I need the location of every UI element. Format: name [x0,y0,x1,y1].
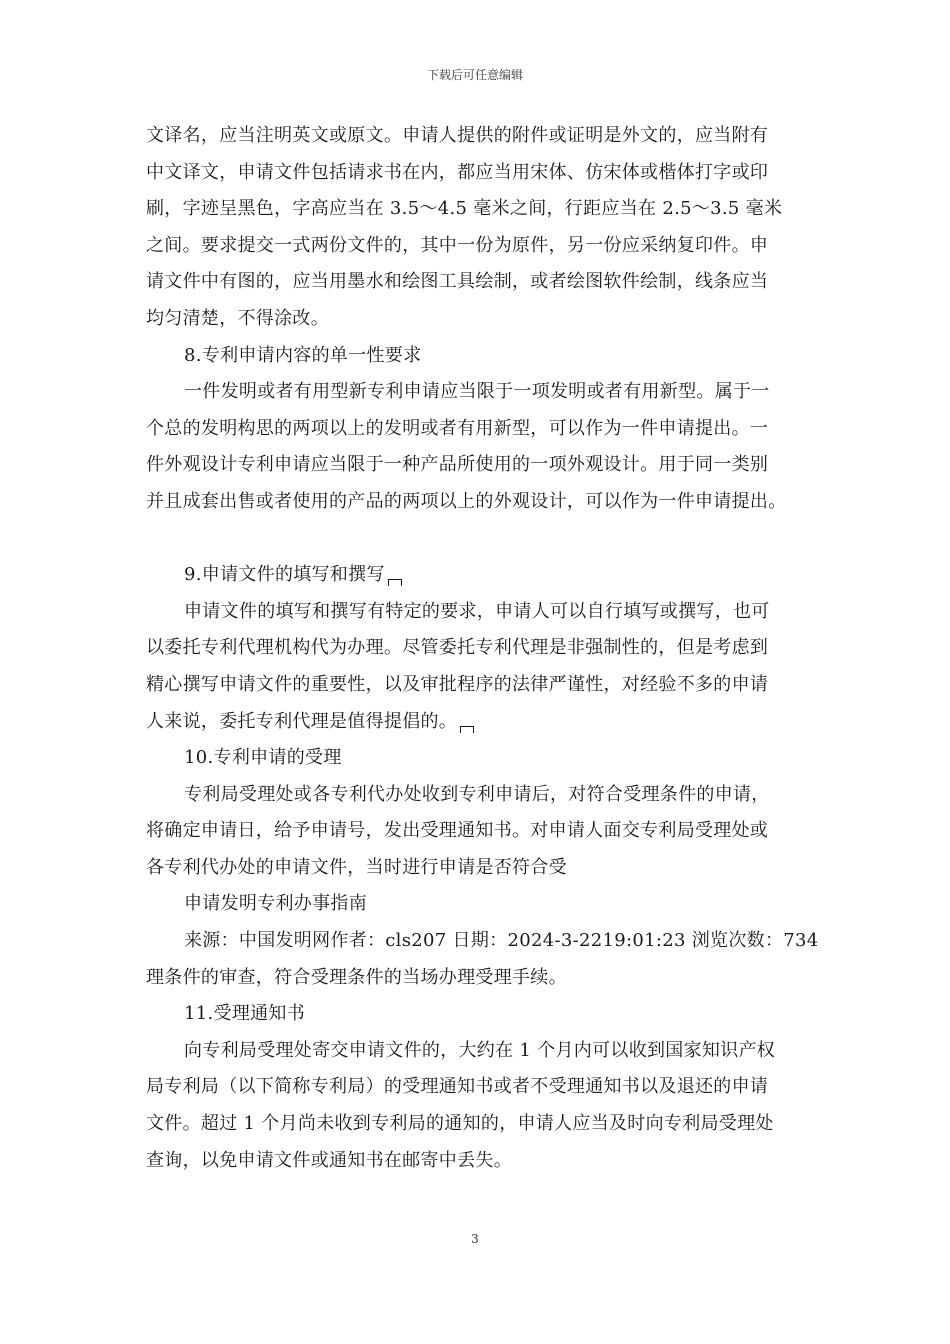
paragraph-line: 向专利局受理处寄交申请文件的，大约在 1 个月内可以收到国家知识产权 [184,1039,776,1061]
blank-line [146,521,812,558]
section-heading-11: 11.受理通知书 [184,1003,306,1025]
paragraph-line: 之间。要求提交一式两份文件的，其中一份为原件，另一份应采纳复印件。申 [146,234,769,256]
paragraph-line: 局专利局（以下简称专利局）的受理通知书或者不受理通知书以及退还的申请 [146,1076,769,1098]
paragraph-line: 将确定申请日，给予申请号，发出受理通知书。对申请人面交专利局受理处或 [146,820,769,842]
paragraph-line: 文译名，应当注明英文或原文。申请人提供的附件或证明是外文的，应当附有 [146,125,769,146]
section-heading-10: 10.专利申请的受理 [184,747,342,769]
paragraph-line: 以委托专利代理机构代为办理。尽管委托专利代理是非强制性的，但是考虑到 [146,637,769,659]
paragraph-line: 中文译文，申请文件包括请求书在内，都应当用宋体、仿宋体或楷体打字或印 [146,161,769,183]
document-body [146,118,819,1179]
paragraph-line: 文件。超过 1 个月尚未收到专利局的通知的，申请人应当及时向专利局受理处 [146,1113,774,1135]
return-mark-icon [388,579,402,586]
section-heading-9 [146,557,812,594]
page-number: 3 [471,1232,479,1246]
paragraph-line: 申请文件的填写和撰写有特定的要求，申请人可以自行填写或撰写，也可 [184,600,770,622]
paragraph-line: 刷，字迹呈黑色，字高应当在 3.5～4.5 毫米之间，行距应当在 2.5～3.5 毫米 [146,198,783,220]
inserted-title: 申请发明专利办事指南 [184,893,367,915]
paragraph-line: 专利局受理处或各专利代办处收到专利申请后，对符合受理条件的申请， [184,783,770,805]
paragraph-line: 各专利代办处的申请文件，当时进行申请是否符合受 [146,856,567,878]
paragraph-text: 人来说，委托专利代理是值得提倡的。 [146,710,458,732]
paragraph-line: 请文件中有图的，应当用墨水和绘图工具绘制，或者绘图软件绘制，线条应当 [146,271,769,293]
paragraph-line: 均匀清楚，不得涂改。 [146,307,329,329]
paragraph-line: 一件发明或者有用型新专利申请应当限于一项发明或者有用新型。属于一 [184,381,770,403]
page-header: 下载后可任意编辑 [426,68,523,82]
return-mark-icon [460,726,474,733]
paragraph-line [146,704,812,741]
paragraph-line: 精心撰写申请文件的重要性，以及审批程序的法律严谨性，对经验不多的申请 [146,673,769,695]
paragraph-line: 并且成套出售或者使用的产品的两项以上的外观设计，可以作为一件申请提出。 [146,490,787,512]
paragraph-line: 个总的发明构思的两项以上的发明或者有用新型，可以作为一件申请提出。一 [146,417,769,439]
section-heading-8: 8.专利申请内容的单一性要求 [184,344,422,366]
source-meta-line: 来源：中国发明网作者：cls207 日期：2024-3-2219:01:23 浏览次数：734 [184,930,819,952]
paragraph-line: 查询，以免申请文件或通知书在邮寄中丢失。 [146,1149,512,1171]
paragraph-line: 件外观设计专利申请应当限于一种产品所使用的一项外观设计。用于同一类别 [146,454,769,476]
section-heading-text: 9.申请文件的填写和撰写 [184,564,385,586]
paragraph-line: 理条件的审查，符合受理条件的当场办理受理手续。 [146,966,567,988]
